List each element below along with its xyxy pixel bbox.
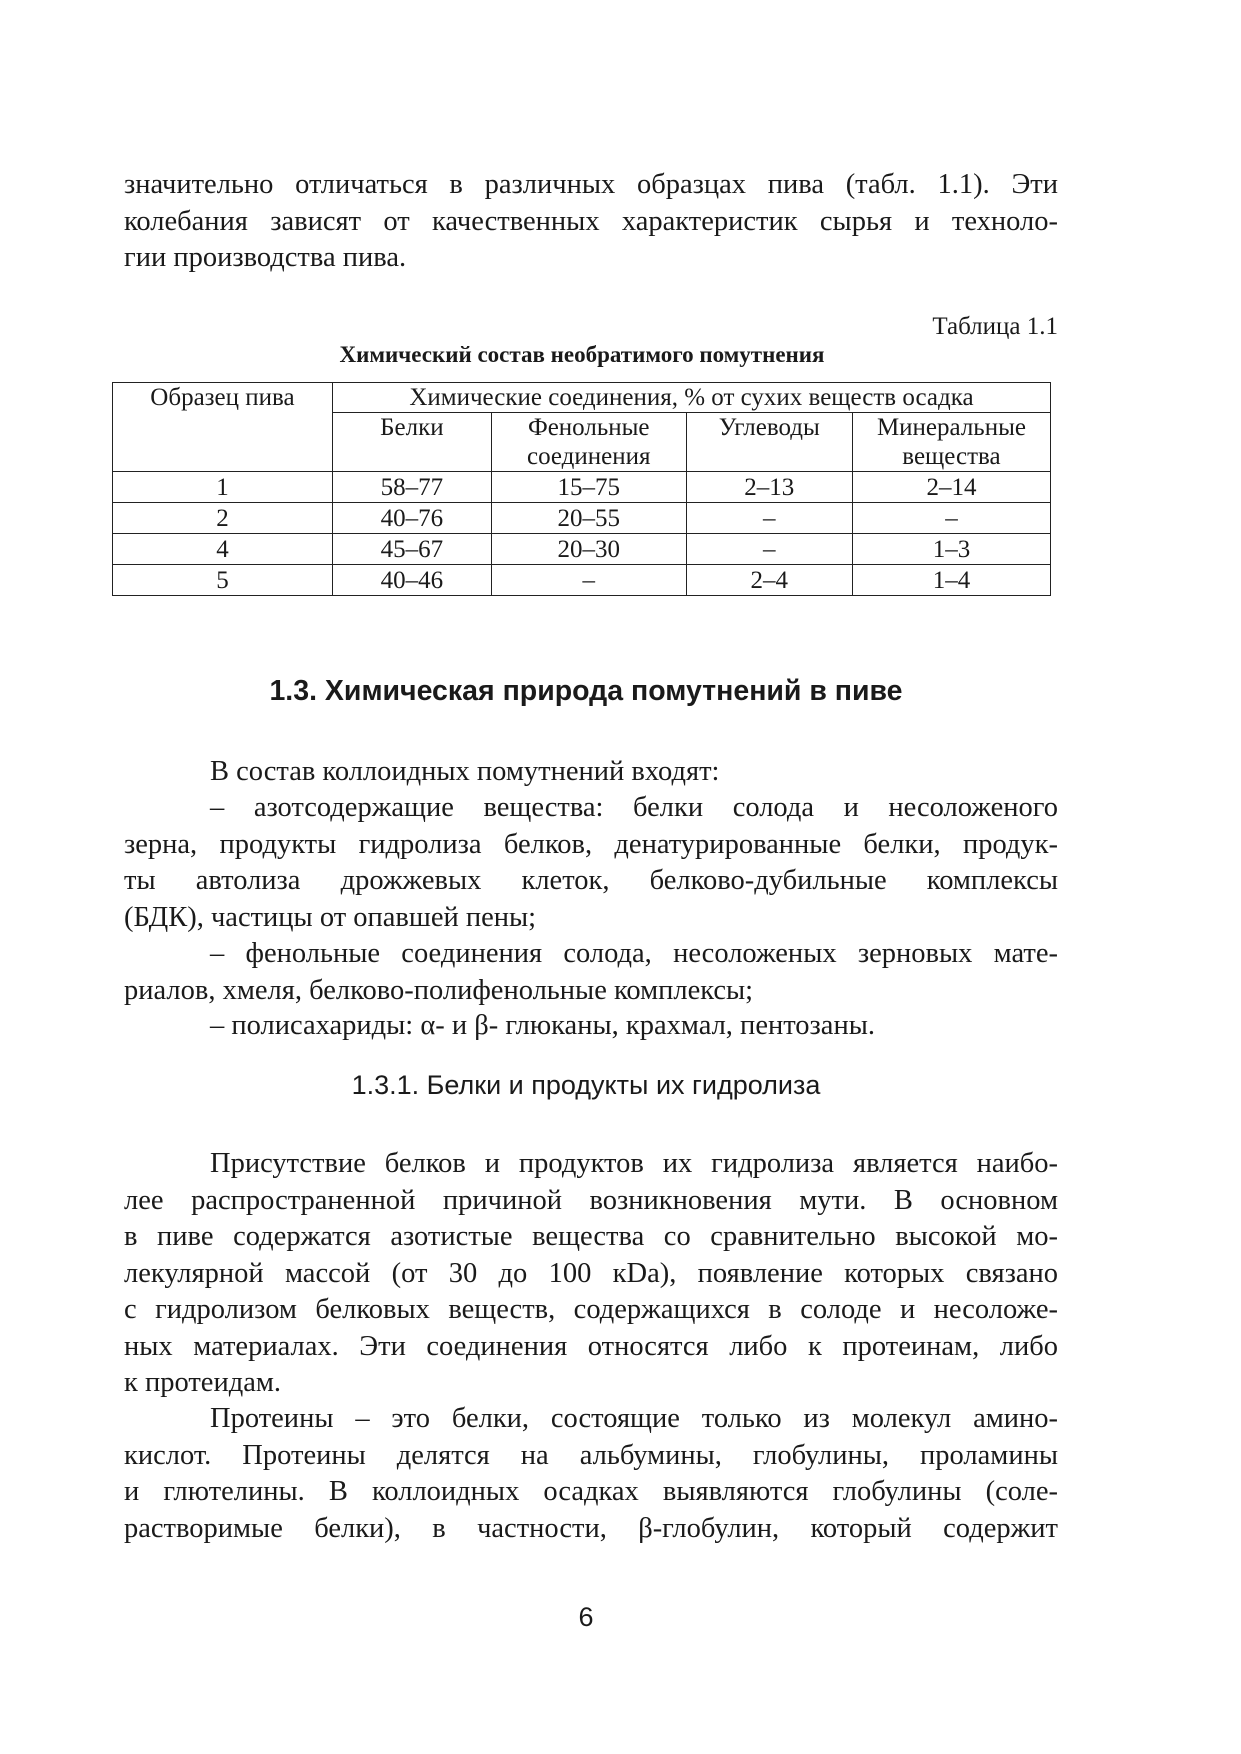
table-cell: 1 xyxy=(113,472,333,503)
table-cell: 20–30 xyxy=(491,534,686,565)
text-line: значительно отличаться в различных образцах пива (табл. 1.1). Эти xyxy=(124,169,1058,200)
text-line: зерна, продукты гидролиза белков, денатурированные белки, продук- xyxy=(124,828,1058,860)
subsection-paragraph xyxy=(124,1146,1058,1402)
header-phenolic: Фенольные соединения xyxy=(491,413,686,472)
table-cell: 1–3 xyxy=(852,534,1050,565)
text-line: к протеидам. xyxy=(124,1367,282,1398)
text-line: кислот. Протеины делятся на альбумины, глобулины, проламины xyxy=(124,1439,1058,1471)
text-line: с гидролизом белковых веществ, содержащихся в солоде и несоложе- xyxy=(124,1294,1058,1325)
text-line: (БДК), частицы от опавшей пены; xyxy=(124,901,537,933)
table-cell: 5 xyxy=(113,565,333,596)
table-cell: 2–14 xyxy=(852,472,1050,503)
text-line: ных материалах. Эти соединения относятся либо к протеинам, либо xyxy=(124,1330,1058,1362)
table-cell: 2–4 xyxy=(686,565,852,596)
table-row xyxy=(113,565,1051,596)
text-line: лее распространенной причиной возникновения мути. В основном xyxy=(124,1184,1058,1216)
table-title: Химический состав необратимого помутнения xyxy=(339,342,825,367)
header-carbohydrates: Углеводы xyxy=(686,413,852,472)
table-cell: – xyxy=(686,534,852,565)
table-cell: 2 xyxy=(113,503,333,534)
text-line: ты автолиза дрожжевых клеток, белково-дубильные комплексы xyxy=(124,865,1058,896)
composition-table xyxy=(112,382,1051,596)
header-minerals: Минеральные вещества xyxy=(852,413,1050,472)
table-row xyxy=(113,472,1051,503)
table-cell: 40–46 xyxy=(332,565,491,596)
section-paragraph xyxy=(210,754,1058,791)
section-heading: 1.3. Химическая природа помутнений в пиве xyxy=(269,675,903,707)
list-item-nitrogen xyxy=(124,790,1058,936)
text-line: Протеины – это белки, состоящие только из молекул амино- xyxy=(210,1403,1058,1434)
table-cell: 2–13 xyxy=(686,472,852,503)
text-line: колебания зависят от качественных характеристик сырья и техноло- xyxy=(124,205,1058,237)
table-cell: – xyxy=(686,503,852,534)
header-sample: Образец пива xyxy=(113,383,333,472)
text-line: – фенольные соединения солода, несоложеных зерновых мате- xyxy=(210,938,1058,969)
table-cell: 15–75 xyxy=(491,472,686,503)
text-line: – азотсодержащие вещества: белки солода и несоложеного xyxy=(210,792,1058,823)
header-proteins: Белки xyxy=(332,413,491,472)
text-line: и глютелины. В коллоидных осадках выявляются глобулины (соле- xyxy=(124,1476,1058,1507)
table-cell: – xyxy=(852,503,1050,534)
subsection-heading: 1.3.1. Белки и продукты их гидролиза xyxy=(351,1070,821,1100)
table-row xyxy=(113,534,1051,565)
table-cell: 20–55 xyxy=(491,503,686,534)
header-group: Химические соединения, % от сухих веществ осадка xyxy=(332,383,1050,413)
intro-paragraph xyxy=(124,167,1058,277)
text-line: Присутствие белков и продуктов их гидролиза является наибо- xyxy=(210,1148,1058,1179)
table-cell: 58–77 xyxy=(332,472,491,503)
table-cell: 45–67 xyxy=(332,534,491,565)
subsection-paragraph xyxy=(124,1401,1058,1547)
text-line: лекулярной массой (от 30 до 100 кDa), появление которых связано xyxy=(124,1257,1058,1289)
table-row xyxy=(113,503,1051,534)
table-caption: Таблица 1.1 xyxy=(932,313,1058,340)
text-line: – полисахариды: α- и β- глюканы, крахмал, пентозаны. xyxy=(210,1010,875,1041)
text-line: в пиве содержатся азотистые вещества со сравнительно высокой мо- xyxy=(124,1221,1058,1252)
text-line: В состав коллоидных помутнений входят: xyxy=(210,756,720,787)
text-line: растворимые белки), в частности, β-глобулин, который содержит xyxy=(124,1512,1058,1544)
table-header-row xyxy=(113,383,1051,413)
table-cell: – xyxy=(491,565,686,596)
list-item-polysaccharides xyxy=(210,1008,1058,1045)
page-number: 6 xyxy=(578,1602,594,1632)
table-cell: 1–4 xyxy=(852,565,1050,596)
text-line: риалов, хмеля, белково-полифенольные комплексы; xyxy=(124,974,754,1006)
table-cell: 4 xyxy=(113,534,333,565)
text-line: гии производства пива. xyxy=(124,242,407,273)
list-item-phenolic xyxy=(124,936,1058,1009)
table-cell: 40–76 xyxy=(332,503,491,534)
